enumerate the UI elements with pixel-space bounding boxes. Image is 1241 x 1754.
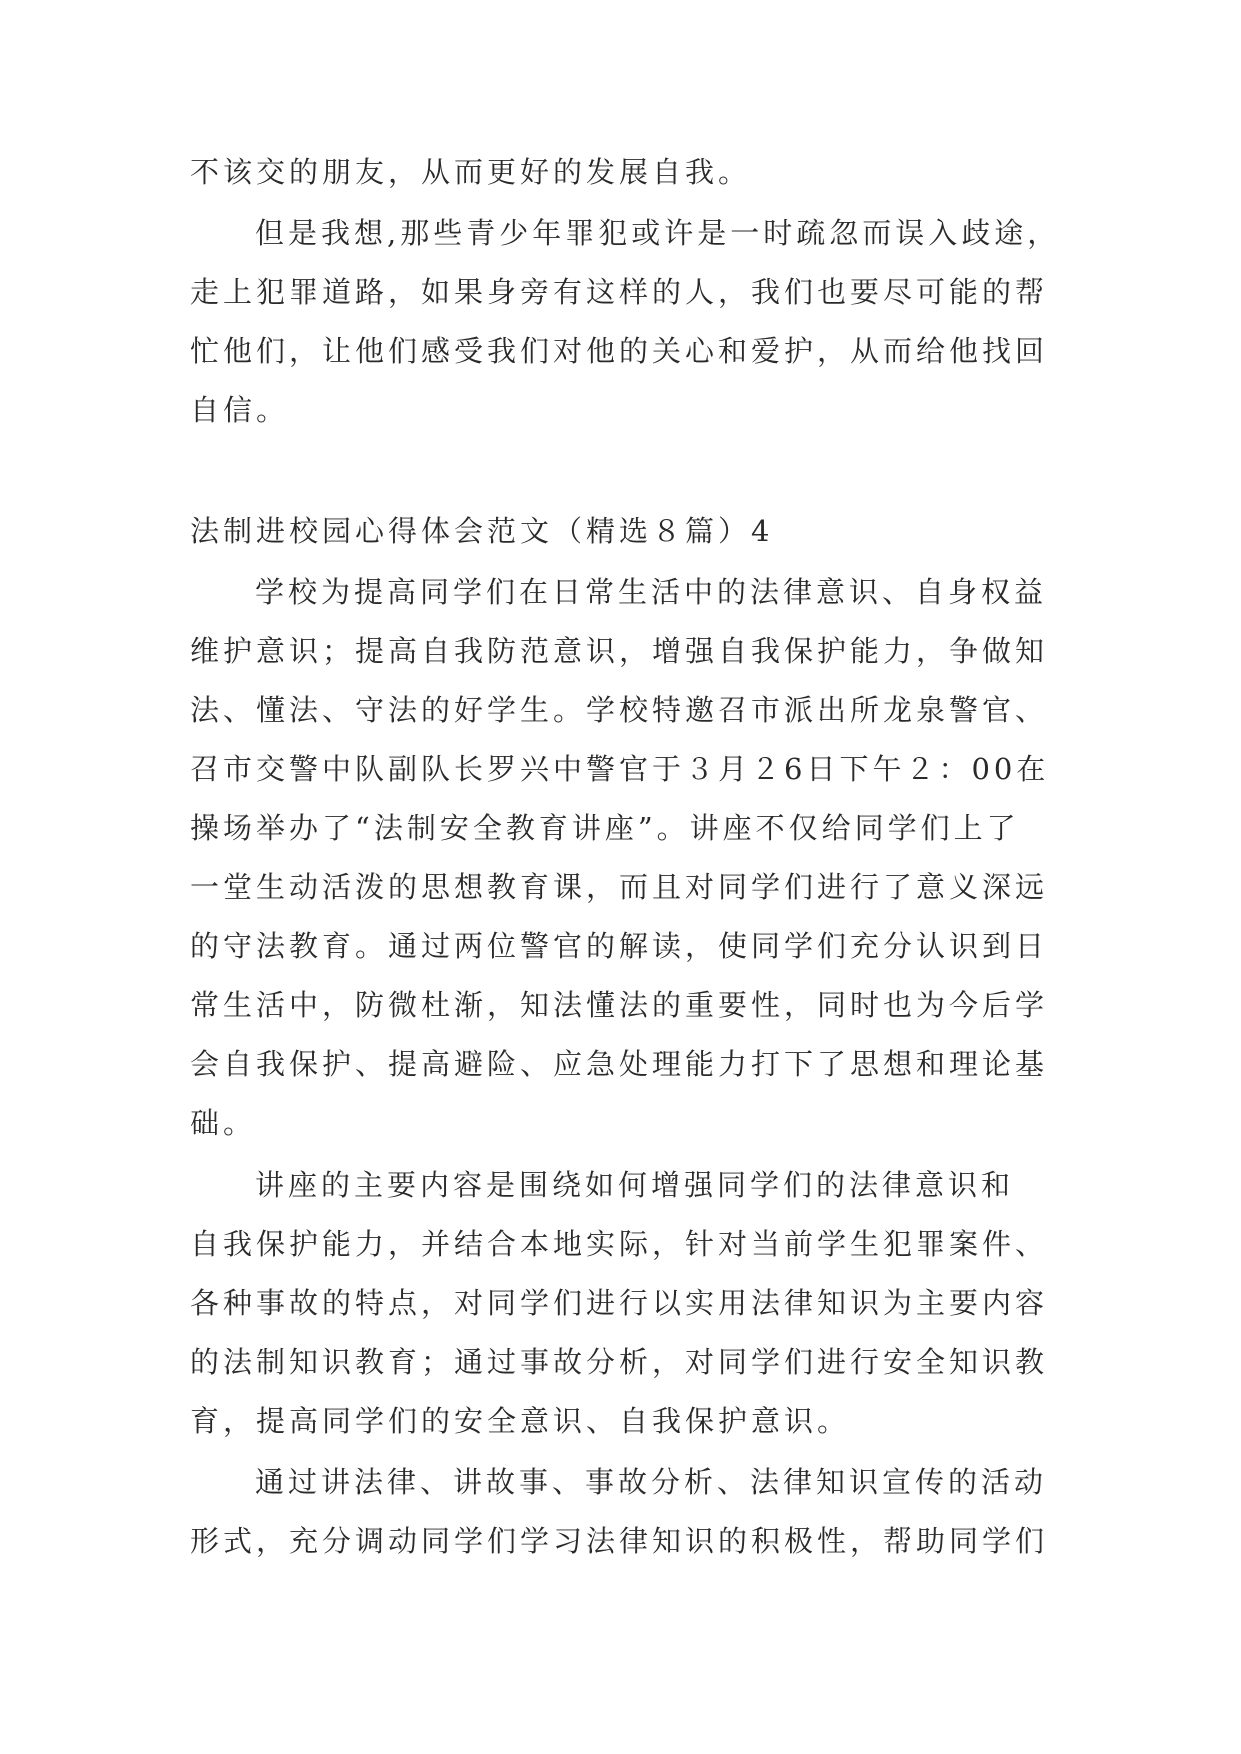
section-heading: 法制进校园心得体会范文（精选８篇）4 bbox=[190, 514, 774, 548]
paragraph-line: 础。 bbox=[190, 1106, 257, 1140]
paragraph-line: 操场举办了“法制安全教育讲座”。讲座不仅给同学们上了 bbox=[190, 811, 1020, 845]
paragraph-line: 常生活中，防微杜渐，知法懂法的重要性，同时也为今后学 bbox=[190, 988, 1049, 1022]
paragraph-line: 通过讲法律、讲故事、事故分析、法律知识宣传的活动 bbox=[255, 1465, 1048, 1499]
paragraph-line: 的法制知识教育；通过事故分析，对同学们进行安全知识教 bbox=[190, 1345, 1049, 1379]
paragraph-line: 走上犯罪道路，如果身旁有这样的人，我们也要尽可能的帮 bbox=[190, 275, 1049, 309]
paragraph-line: 会自我保护、提高避险、应急处理能力打下了思想和理论基 bbox=[190, 1047, 1049, 1081]
paragraph-line: 的守法教育。通过两位警官的解读，使同学们充分认识到日 bbox=[190, 929, 1049, 963]
paragraph-line: 忙他们，让他们感受我们对他的关心和爱护，从而给他找回 bbox=[190, 334, 1049, 368]
paragraph-line: 育，提高同学们的安全意识、自我保护意识。 bbox=[190, 1404, 851, 1438]
paragraph-line: 但是我想,那些青少年罪犯或许是一时疏忽而误入歧途， bbox=[255, 216, 1061, 250]
paragraph-line: 学校为提高同学们在日常生活中的法律意识、自身权益 bbox=[255, 575, 1048, 609]
paragraph-line: 召市交警中队副队长罗兴中警官于３月２6日下午２：00在 bbox=[190, 752, 1050, 786]
paragraph-line: 法、懂法、守法的好学生。学校特邀召市派出所龙泉警官、 bbox=[190, 693, 1049, 727]
paragraph-line: 不该交的朋友，从而更好的发展自我。 bbox=[190, 155, 752, 189]
paragraph-line: 各种事故的特点，对同学们进行以实用法律知识为主要内容 bbox=[190, 1286, 1049, 1320]
paragraph-line: 形式，充分调动同学们学习法律知识的积极性，帮助同学们 bbox=[190, 1524, 1049, 1558]
paragraph-line: 一堂生动活泼的思想教育课，而且对同学们进行了意义深远 bbox=[190, 870, 1049, 904]
paragraph-line: 维护意识；提高自我防范意识，增强自我保护能力，争做知 bbox=[190, 634, 1049, 668]
paragraph-line: 自信。 bbox=[190, 393, 290, 427]
paragraph-line: 讲座的主要内容是围绕如何增强同学们的法律意识和 bbox=[255, 1168, 1015, 1202]
paragraph-line: 自我保护能力，并结合本地实际，针对当前学生犯罪案件、 bbox=[190, 1227, 1049, 1261]
